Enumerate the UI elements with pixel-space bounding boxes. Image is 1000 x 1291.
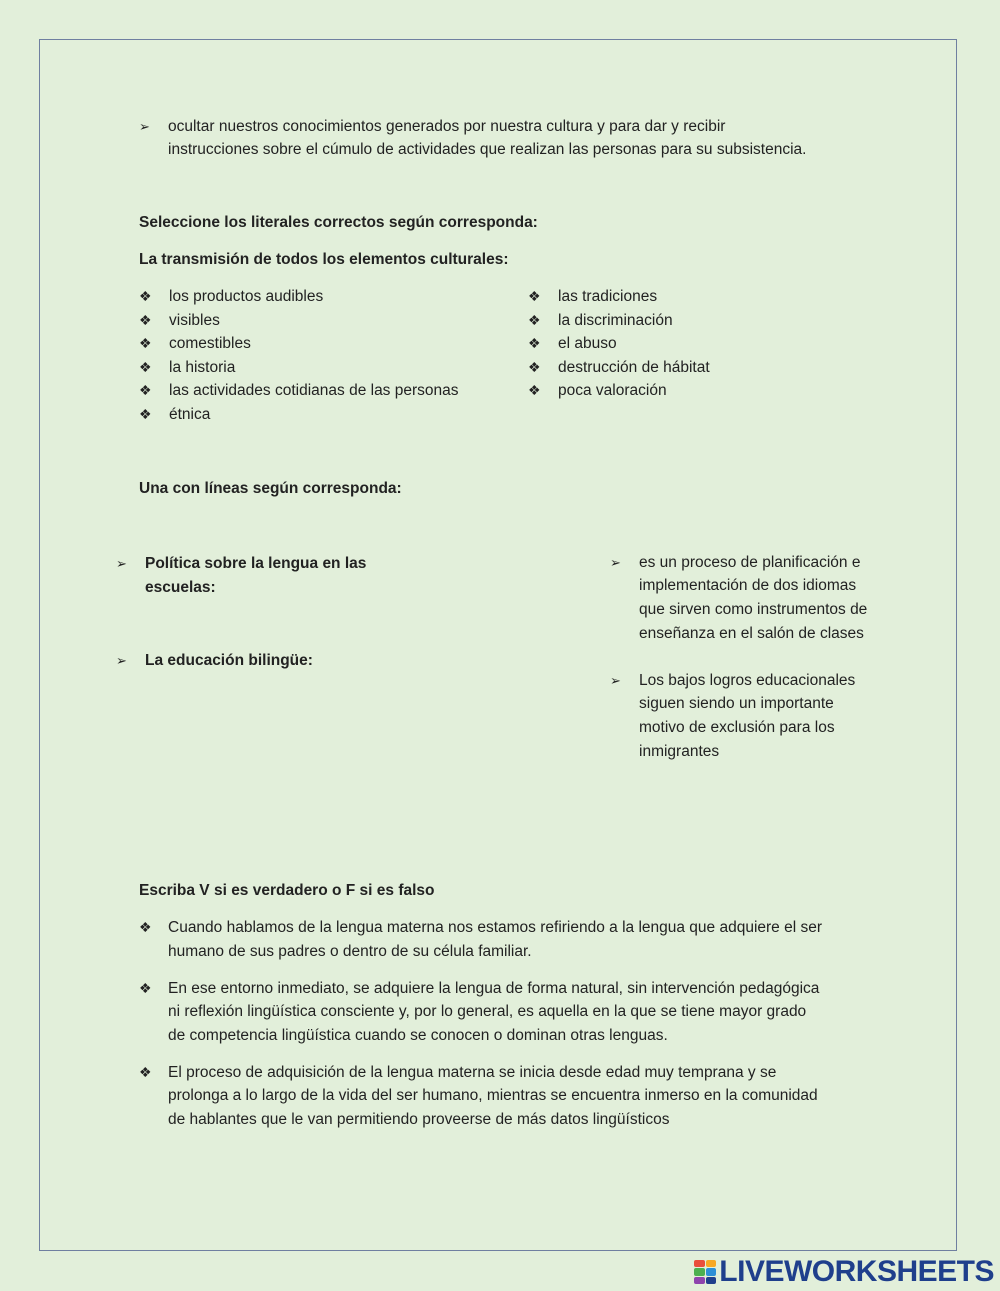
diamond-bullet-icon: ❖ xyxy=(139,980,152,996)
match-right-line: que sirven como instrumentos de xyxy=(639,601,868,618)
option-item[interactable]: ❖ las actividades cotidianas de las personas xyxy=(139,379,459,403)
select-left-list xyxy=(139,285,459,426)
diamond-bullet-icon: ❖ xyxy=(528,335,541,351)
arrow-bullet-icon: ➢ xyxy=(116,556,127,571)
logo-mark-icon xyxy=(694,1260,716,1284)
arrow-bullet-icon: ➢ xyxy=(610,555,621,570)
liveworksheets-logo[interactable] xyxy=(694,1257,994,1287)
arrow-bullet-icon: ➢ xyxy=(610,673,621,688)
option-item[interactable]: ❖ visibles xyxy=(139,309,459,333)
match-heading: Una con líneas según corresponda: xyxy=(139,480,402,497)
tf-heading: Escriba V si es verdadero o F si es falso xyxy=(139,882,435,899)
option-item[interactable]: ❖ la discriminación xyxy=(528,309,710,333)
diamond-bullet-icon: ❖ xyxy=(139,1064,152,1080)
tf-line: de hablantes que le van permitiendo proveerse de más datos lingüísticos xyxy=(168,1111,670,1128)
match-right-line: motivo de exclusión para los xyxy=(639,719,835,736)
intro-line: ocultar nuestros conocimientos generados por nuestra cultura y para dar y recibir xyxy=(168,118,726,135)
tf-line: ni reflexión lingüística consciente y, por lo general, es aquella en la que se tiene mayor grado xyxy=(168,1003,807,1020)
option-item[interactable]: ❖ las tradiciones xyxy=(528,285,710,309)
match-right-line: inmigrantes xyxy=(639,743,720,760)
diamond-bullet-icon: ❖ xyxy=(139,335,152,351)
match-left-line: escuelas: xyxy=(145,579,216,596)
tf-line: El proceso de adquisición de la lengua materna se inicia desde edad muy temprana y se xyxy=(168,1064,777,1081)
match-right-line: Los bajos logros educacionales xyxy=(639,672,856,689)
tf-line: humano de sus padres o dentro de su célula familiar. xyxy=(168,943,532,960)
select-subheading: La transmisión de todos los elementos culturales: xyxy=(139,251,509,268)
logo-text: LIVEWORKSHEETS xyxy=(719,1255,994,1288)
option-item[interactable]: ❖ los productos audibles xyxy=(139,285,459,309)
arrow-bullet-icon: ➢ xyxy=(116,653,127,668)
intro-line: instrucciones sobre el cúmulo de actividades que realizan las personas para su subsistencia. xyxy=(168,141,807,158)
match-right-line: enseñanza en el salón de clases xyxy=(639,625,864,642)
option-item[interactable]: ❖ comestibles xyxy=(139,332,459,356)
diamond-bullet-icon: ❖ xyxy=(139,919,152,935)
match-right-line: siguen siendo un importante xyxy=(639,695,834,712)
diamond-bullet-icon: ❖ xyxy=(528,382,541,398)
diamond-bullet-icon: ❖ xyxy=(528,311,541,328)
option-item[interactable]: ❖ la historia xyxy=(139,356,459,380)
match-right-line: implementación de dos idiomas xyxy=(639,577,857,594)
arrow-bullet-icon: ➢ xyxy=(139,119,150,134)
match-left-line: La educación bilingüe: xyxy=(145,652,313,669)
tf-line: prolonga a lo largo de la vida del ser humano, mientras se encuentra inmerso en la comunidad xyxy=(168,1087,818,1104)
match-left-line: Política sobre la lengua en las xyxy=(145,555,367,572)
diamond-bullet-icon: ❖ xyxy=(139,358,152,375)
diamond-bullet-icon: ❖ xyxy=(139,288,152,304)
tf-line: Cuando hablamos de la lengua materna nos estamos refiriendo a la lengua que adquiere el ser xyxy=(168,919,823,936)
option-item[interactable]: ❖ étnica xyxy=(139,403,459,427)
diamond-bullet-icon: ❖ xyxy=(139,382,152,398)
match-right-line: es un proceso de planificación e xyxy=(639,554,861,571)
tf-line: En ese entorno inmediato, se adquiere la lengua de forma natural, sin intervención pedagógica xyxy=(168,980,820,997)
option-item[interactable]: ❖ el abuso xyxy=(528,332,710,356)
option-item[interactable]: ❖ poca valoración xyxy=(528,379,710,403)
diamond-bullet-icon: ❖ xyxy=(139,311,152,328)
tf-line: de competencia lingüística cuando se conocen o dominan otras lenguas. xyxy=(168,1027,668,1044)
select-heading: Seleccione los literales correctos según corresponda: xyxy=(139,214,538,231)
diamond-bullet-icon: ❖ xyxy=(528,358,541,375)
diamond-bullet-icon: ❖ xyxy=(139,405,152,422)
select-right-list xyxy=(528,285,710,403)
diamond-bullet-icon: ❖ xyxy=(528,288,541,304)
option-item[interactable]: ❖ destrucción de hábitat xyxy=(528,356,710,380)
